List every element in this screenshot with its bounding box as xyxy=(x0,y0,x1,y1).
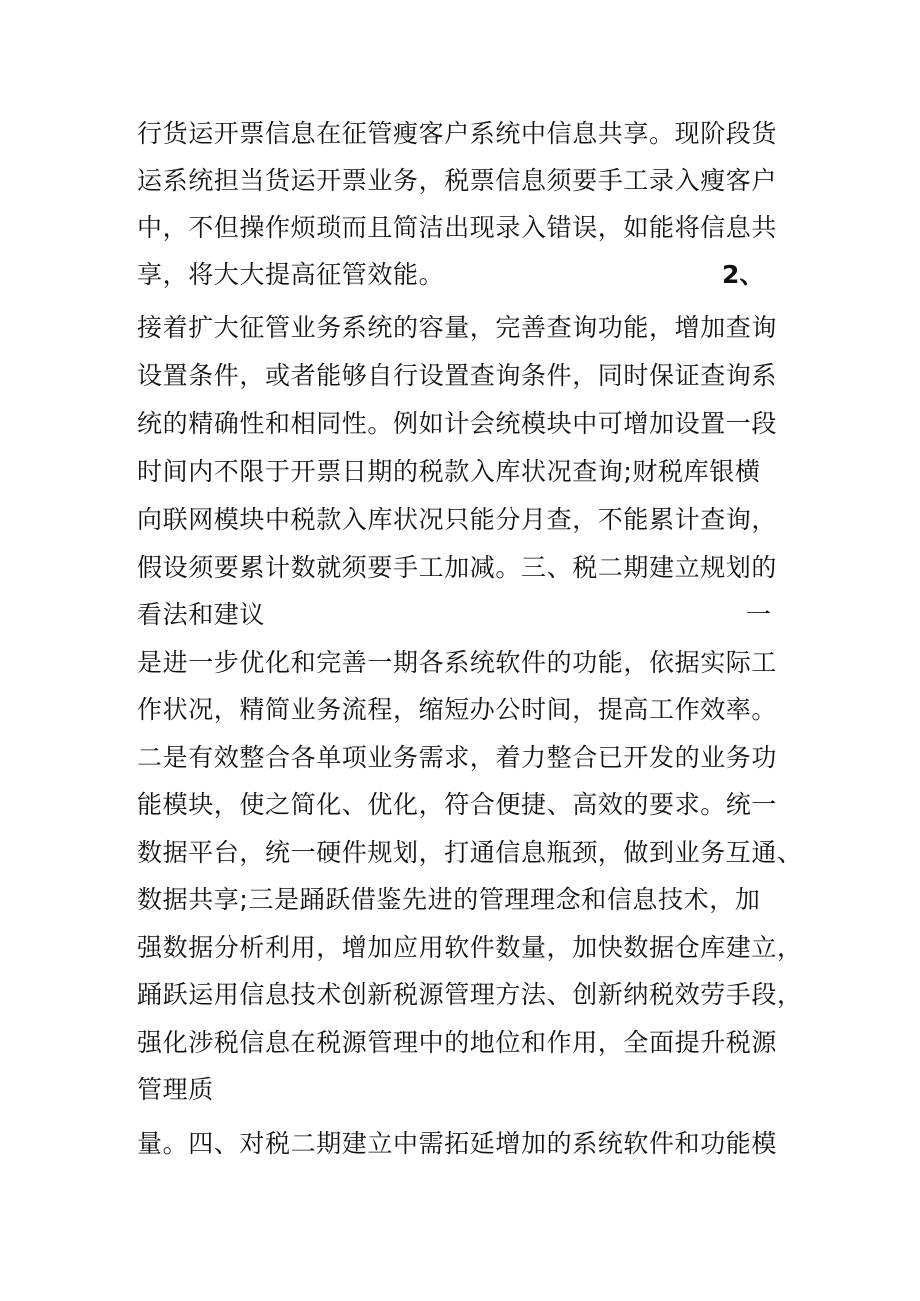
text-line-5: 接着扩大征管业务系统的容量，完善查询功能，增加查询 xyxy=(137,313,778,342)
text-line-16: 数据平台，统一硬件规划，打通信息瓶颈，做到业务互通、 xyxy=(137,838,803,867)
text-line-19: 踊跃运用信息技术创新税源管理方法、创新纳税效劳手段， xyxy=(137,980,803,1009)
text-line-18: 强数据分析利用，增加应用软件数量，加快数据仓库建立， xyxy=(137,933,803,962)
text-line-8: 时间内不限于开票日期的税款入库状况查询;财税库银横 xyxy=(137,457,761,486)
text-line-12: 是进一步优化和完善一期各系统软件的功能，依据实际工 xyxy=(137,648,778,677)
text-line-1: 行货运开票信息在征管瘦客户系统中信息共享。现阶段货 xyxy=(137,119,778,148)
text-line-14: 二是有效整合各单项业务需求，着力整合已开发的业务功 xyxy=(137,743,778,772)
text-line-6: 设置条件，或者能够自行设置查询条件，同时保证查询系 xyxy=(137,361,778,390)
text-line-9: 向联网模块中税款入库状况只能分月查，不能累计查询， xyxy=(137,505,778,534)
text-line-4: 享，将大大提高征管效能。 xyxy=(137,260,445,289)
text-line-20: 强化涉税信息在税源管理中的地位和作用，全面提升税源 xyxy=(137,1028,778,1057)
text-line-3: 中，不但操作烦琐而且简洁出现录入错误，如能将信息共 xyxy=(137,213,778,242)
text-line-15: 能模块，使之简化、优化，符合便捷、高效的要求。统一 xyxy=(137,790,778,819)
section-number-2: 2、 xyxy=(722,260,765,289)
text-line-21: 管理质 xyxy=(137,1075,214,1104)
list-marker-yi: 一 xyxy=(746,600,772,629)
text-line-17: 数据共享;三是踊跃借鉴先进的管理理念和信息技术，加 xyxy=(137,885,761,914)
text-line-13: 作状况，精简业务流程，缩短办公时间，提高工作效率。 xyxy=(137,695,778,724)
text-line-22: 量。四、对税二期建立中需拓延增加的系统软件和功能模 xyxy=(137,1129,778,1158)
text-line-2: 运系统担当货运开票业务，税票信息须要手工录入瘦客户 xyxy=(137,166,778,195)
text-line-11: 看法和建议 xyxy=(137,600,266,629)
text-line-10: 假设须要累计数就须要手工加减。三、税二期建立规划的 xyxy=(137,553,778,582)
text-line-7: 统的精确性和相同性。例如计会统模块中可增加设置一段 xyxy=(137,409,778,438)
